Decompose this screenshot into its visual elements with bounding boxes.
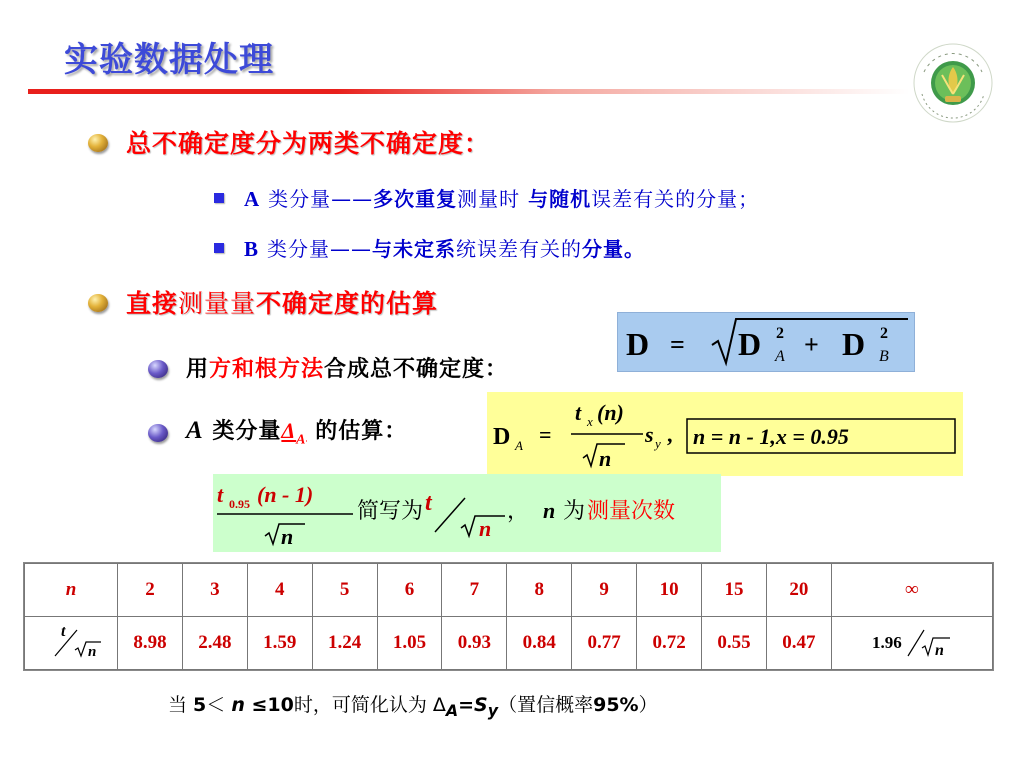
svg-text:n: n — [934, 642, 944, 659]
section1-heading: 总不确定度分为两类不确定度： — [126, 129, 491, 158]
table-cell: ∞ — [831, 564, 992, 617]
svg-text:D: D — [626, 326, 650, 362]
svg-text:0.95: 0.95 — [229, 497, 250, 511]
table-cell: 1.24 — [312, 617, 377, 670]
svg-text:1.96: 1.96 — [871, 633, 902, 652]
svg-text:，: ， — [507, 499, 530, 524]
table-row-n — [25, 564, 993, 617]
table-row-t — [25, 617, 993, 670]
svg-text:A: A — [775, 348, 785, 365]
svg-text:为: 为 — [563, 499, 586, 524]
component-a-line: A 类分量——多次重复测量时 与随机误差有关的分量； — [244, 187, 760, 211]
svg-text:x: x — [587, 414, 593, 429]
t-factor-abbreviation — [213, 474, 721, 552]
svg-text:t: t — [575, 400, 582, 425]
table-cell: 2 — [118, 564, 183, 617]
type-a-formula — [487, 392, 963, 476]
table-cell: 3 — [182, 564, 247, 617]
table-cell-infinity — [831, 617, 992, 670]
table-cell: 6 — [377, 564, 442, 617]
total-uncertainty-formula — [617, 312, 915, 372]
table-cell: 8.98 — [118, 617, 183, 670]
t-factor-table — [24, 563, 993, 670]
section2-heading: 直接测量量不确定度的估算 — [126, 289, 439, 318]
svg-text:简写为: 简写为 — [357, 499, 424, 524]
table-cell: 8 — [507, 564, 572, 617]
table-cell: 1.05 — [377, 617, 442, 670]
rss-method-line: 用方和根方法合成总不确定度： — [186, 357, 509, 382]
table-cell: 1.59 — [247, 617, 312, 670]
table-cell: 4 — [247, 564, 312, 617]
table-cell: 0.77 — [572, 617, 637, 670]
svg-text:(n): (n) — [597, 400, 624, 425]
type-a-estimate-line: A 类分量$\Delta_A$ 的估算： — [186, 417, 408, 448]
svg-text:n: n — [599, 446, 612, 471]
svg-text:D: D — [738, 326, 762, 362]
svg-text:t: t — [217, 482, 224, 507]
table-cell: 0.72 — [637, 617, 702, 670]
svg-text:测量次数: 测量次数 — [587, 499, 676, 524]
svg-text:n = n - 1,x = 0.95: n = n - 1,x = 0.95 — [693, 424, 849, 449]
svg-text:=: = — [539, 422, 552, 447]
svg-text:B: B — [879, 348, 889, 365]
footnote: 当 5＜ n ≤10时，可简化认为 $\Delta_A=S_y$（置信概率95%） — [168, 694, 658, 720]
svg-text:2: 2 — [880, 325, 888, 342]
svg-text:t: t — [61, 623, 66, 640]
svg-text:n: n — [281, 524, 294, 549]
slide-title: 实验数据处理 — [64, 40, 274, 80]
table-header-t-over-sqrt-n — [25, 617, 118, 670]
table-cell: 5 — [312, 564, 377, 617]
square-bullet-icon — [214, 243, 224, 253]
svg-text:t: t — [425, 490, 432, 516]
svg-text:y: y — [655, 436, 661, 451]
bullet-icon — [88, 294, 108, 312]
svg-text:,: , — [667, 422, 673, 447]
table-cell: 7 — [442, 564, 507, 617]
svg-text:n: n — [543, 498, 556, 523]
table-cell: 20 — [766, 564, 831, 617]
svg-text:A: A — [515, 438, 523, 453]
svg-text:n: n — [479, 516, 492, 541]
svg-text:(n - 1): (n - 1) — [257, 482, 314, 507]
table-cell: 2.48 — [182, 617, 247, 670]
svg-text:D: D — [493, 424, 511, 450]
table-cell: 0.47 — [766, 617, 831, 670]
university-logo-icon — [912, 42, 994, 124]
svg-text:+: + — [804, 330, 819, 359]
svg-text:2: 2 — [776, 325, 784, 342]
title-underline — [28, 89, 910, 94]
table-cell: 0.84 — [507, 617, 572, 670]
svg-text:n: n — [88, 644, 97, 660]
table-cell: 0.55 — [702, 617, 767, 670]
table-cell: 0.93 — [442, 617, 507, 670]
svg-text:s: s — [645, 422, 654, 447]
square-bullet-icon — [214, 193, 224, 203]
svg-text:=: = — [670, 330, 685, 359]
table-header-n: n — [25, 564, 118, 617]
svg-text:D: D — [842, 326, 866, 362]
table-cell: 9 — [572, 564, 637, 617]
bullet-icon — [88, 134, 108, 152]
component-b-line: B 类分量——与未定系统误差有关的分量。 — [244, 237, 645, 261]
table-cell: 15 — [702, 564, 767, 617]
table-cell: 10 — [637, 564, 702, 617]
bullet-icon — [148, 360, 168, 378]
bullet-icon — [148, 424, 168, 442]
